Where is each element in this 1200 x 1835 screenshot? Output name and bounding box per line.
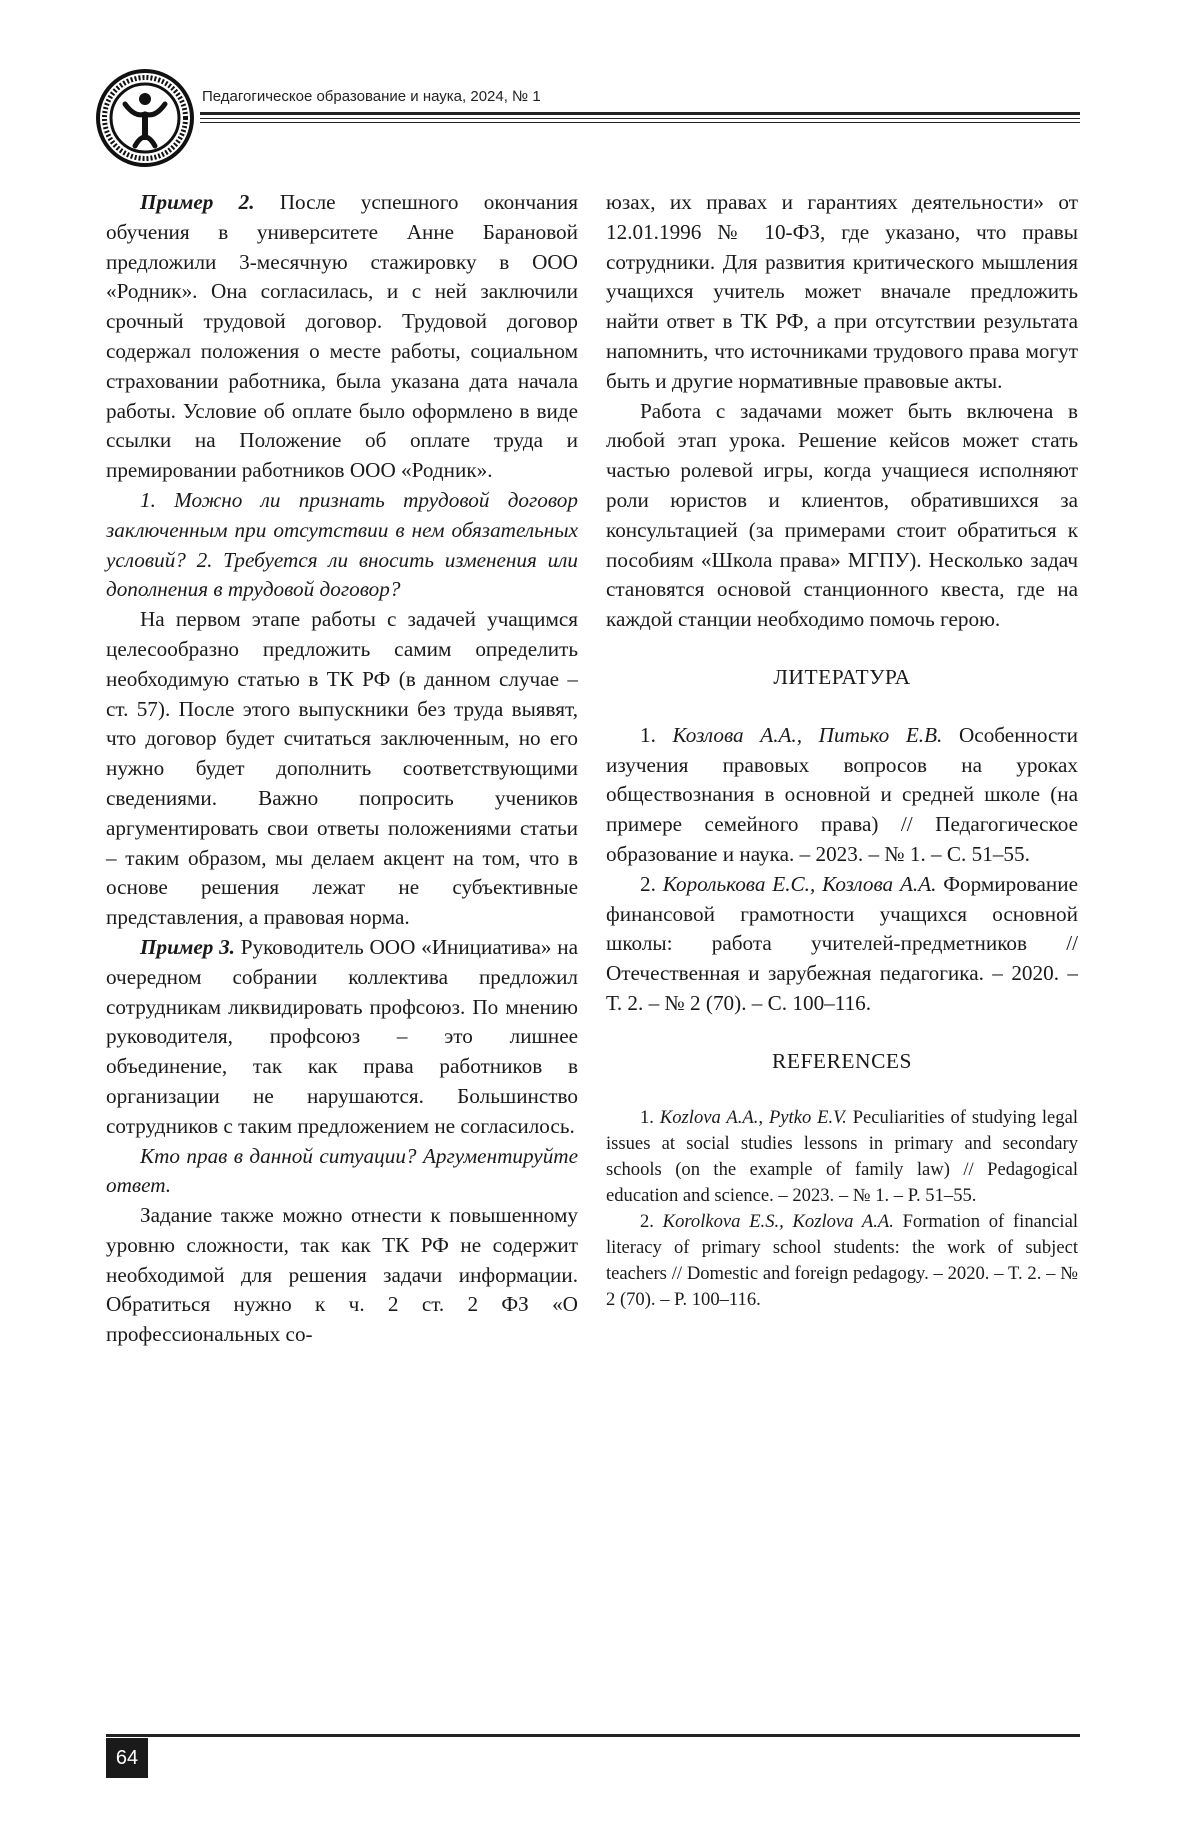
question-2: Кто прав в данной ситуации? Аргументируйте ответ.: [106, 1143, 578, 1198]
literature-list: [606, 721, 1078, 1019]
literature-heading: ЛИТЕРАТУРА: [773, 664, 911, 689]
literature-item-text: Особенности изучения правовых вопросов на уроках обществознания в основной и средней школе (на примере семейного права) // Педагогическое образование и наука. – 2023. – № 1. – С. 51–55.: [606, 722, 1078, 866]
reference-item: [606, 1209, 1078, 1313]
literature-item-authors: Козлова А.А., Питько Е.В.: [672, 722, 943, 747]
page-header: [95, 68, 1080, 168]
page-number: 64: [106, 1738, 148, 1778]
paragraph-example-2: [106, 188, 578, 486]
journal-title: Педагогическое образование и наука, 2024, № 1: [202, 88, 541, 105]
reference-item-authors: Kozlova A.A., Pytko E.V.: [659, 1106, 847, 1128]
example-3-label: Пример 3.: [140, 934, 235, 959]
header-rule-thick: [200, 112, 1080, 115]
paragraph-continuation: Задание также можно отнести к повышенному уровню сложности, так как ТК РФ не содержит необходимой для решения задачи информации. Обратиться нужно к ч. 2 ст. 2 ФЗ «О профессиональных со-: [106, 1203, 578, 1347]
references-list: [606, 1105, 1078, 1313]
literature-item: [606, 870, 1078, 1019]
header-rule-thin-2: [200, 122, 1080, 123]
reference-item-text: Peculiarities of studying legal issues at social studies lessons in primary and secondary schools (on the example of family law) // Pedagogical education and science. – 2023. – № 1. – P. 51–55.: [606, 1106, 1078, 1206]
references-heading: REFERENCES: [772, 1048, 912, 1073]
question-1: 1. Можно ли признать трудовой договор заключенным при отсутствии в нем обязательных условий? 2. Требуется ли вносить изменения или дополнения в трудовой договор?: [106, 487, 578, 602]
paragraph-analysis: На первом этапе работы с задачей учащимся целесообразно предложить самим определить необходимую статью в ТК РФ (в данном случае – ст. 57). После этого выпускники без труда выявят, что договор будет считаться заключенным, но его нужно будет дополнить соответствующими сведениями. Важно попросить учеников аргументировать свои ответы положениями статьи – таким образом, мы делаем акцент на том, что в основе решения лежат не субъективные представления, а правовая норма.: [106, 607, 578, 930]
literature-item-text: Формирование финансовой грамотности учащихся основной школы: работа учителей-предметников // Отечественная и зарубежная педагогика. – 2020. – Т. 2. – № 2 (70). – С. 100–116.: [606, 871, 1079, 1015]
paragraph-continued: юзах, их правах и гарантиях деятельности» от 12.01.1996 № 10-ФЗ, где указано, что правы сотрудники. Для развития критического мышления учащихся учитель может вначале предложить найти ответ в ТК РФ, а при отсутствии результата напомнить, что источниками трудового права могут быть и другие нормативные правовые акты.: [606, 190, 1078, 393]
reference-item-number: 1.: [640, 1106, 660, 1128]
footer-rule: [106, 1734, 1080, 1737]
reference-item-text: Formation of financial literacy of primary school students: the work of subject teachers // Domestic and foreign pedagogy. – 2020. – T. 2. – № 2 (70). – P. 100–116.: [606, 1210, 1079, 1310]
example-3-text: Руководитель ООО «Инициатива» на очередном собрании коллектива предложил сотрудникам ликвидировать профсоюз. По мнению руководителя, профсоюз – это лишнее объединение, так как права работников в организации не нарушаются. Большинство сотрудников с таким предложением не согласилось.: [106, 934, 578, 1138]
literature-item: [606, 721, 1078, 870]
journal-logo-icon: [95, 68, 195, 168]
right-column: [606, 188, 1078, 1313]
header-rule-thin: [200, 118, 1080, 119]
literature-item-authors: Королькова Е.С., Козлова А.А.: [662, 871, 937, 896]
reference-item-number: 2.: [640, 1210, 663, 1232]
left-column: [106, 188, 578, 1350]
reference-item: [606, 1105, 1078, 1209]
example-2-text: После успешного окончания обучения в университете Анне Барановой предложили 3-месячную стажировку в ООО «Родник». Она согласилась, и с ней заключили срочный трудовой договор. Трудовой договор содержал положения о месте работы, социальном страховании работника, была указана дата начала работы. Условие об оплате было оформлено в виде ссылки на Положение об оплате труда и премировании работников ООО «Родник».: [106, 190, 578, 483]
example-2-label: Пример 2.: [140, 190, 255, 214]
literature-item-number: 2.: [640, 871, 663, 896]
paragraph-tasks: Работа с задачами может быть включена в любой этап урока. Решение кейсов может стать частью ролевой игры, когда учащиеся исполняют роли юристов и клиентов, обратившихся за консультацией (за примерами стоит обратиться к пособиям «Школа права» МГПУ). Несколько задач становятся основой станционного квеста, где на каждой станции необходимо помочь герою.: [606, 398, 1078, 632]
paragraph-example-3: [106, 933, 578, 1142]
reference-item-authors: Korolkova E.S., Kozlova A.A.: [662, 1210, 894, 1232]
literature-item-number: 1.: [640, 722, 673, 747]
